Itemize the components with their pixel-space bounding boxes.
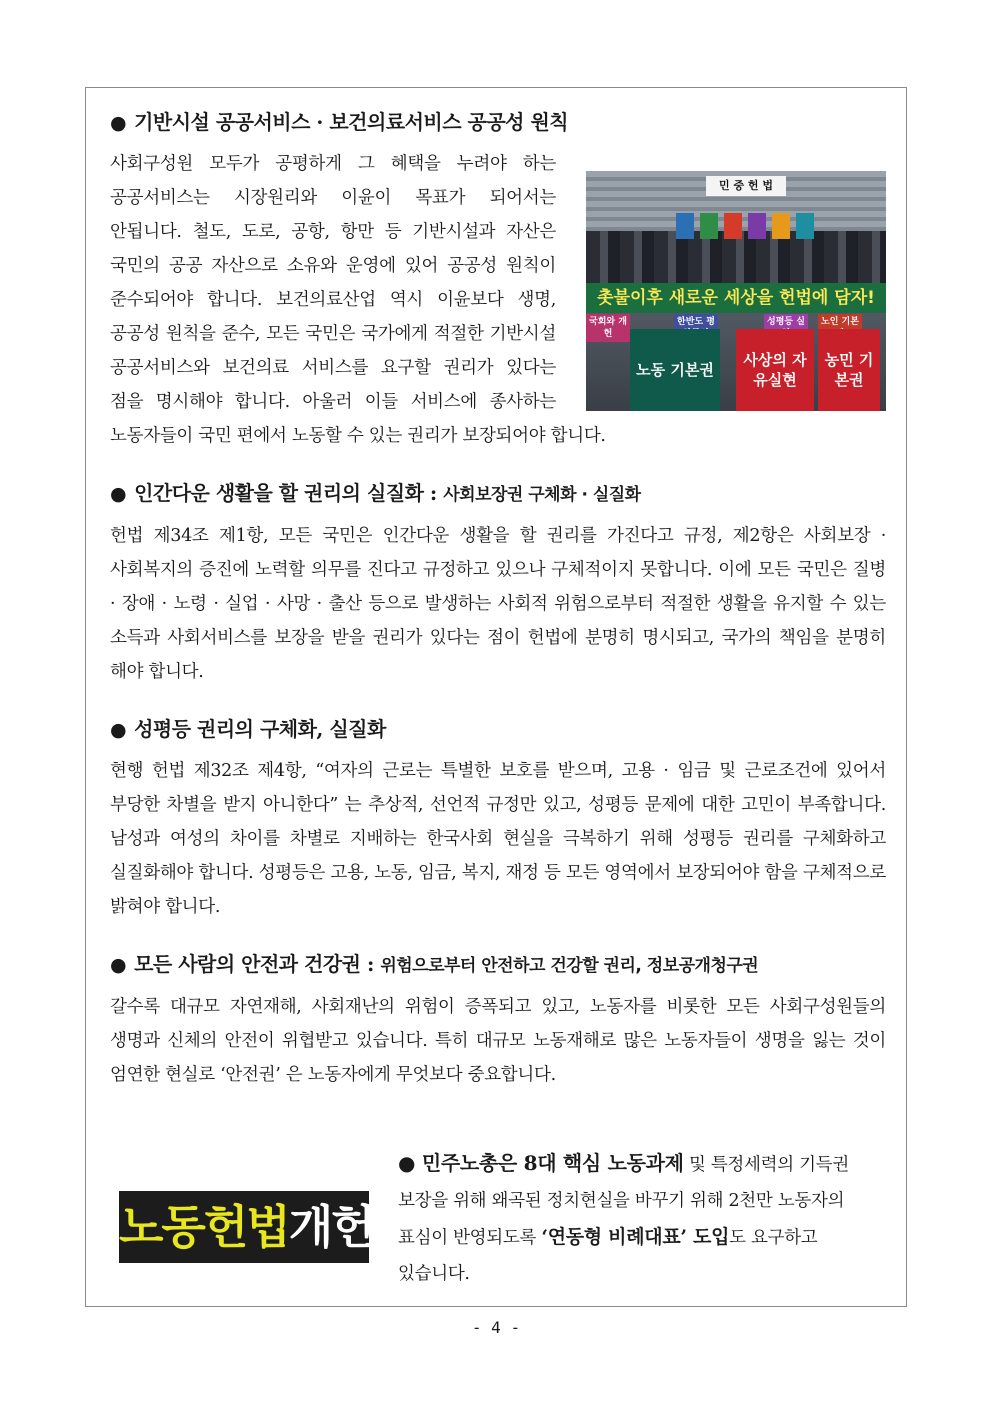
content-frame: [85, 87, 907, 1307]
section-heading: [110, 479, 886, 509]
photo-sign: [748, 213, 766, 239]
section-human-life: [110, 479, 886, 689]
section-safety: [110, 950, 886, 1092]
closing-paragraph: [110, 1145, 886, 1293]
logo-spacer: [110, 1183, 398, 1293]
section-heading: [110, 108, 886, 137]
section-body: 갈수록 대규모 자연재해, 사회재난의 위험이 증폭되고 있고, 노동자를 비롯한 모든 사회구성원들의 생명과 신체의 안전이 위협받고 있습니다. 특히 대규모 노동재해로 많은 노동자들이 생명을 잃는 것이 엄연한 현실로 ‘안전권’ 은 노동자에게 무엇보다 중요합니다.: [110, 997, 886, 1085]
section-body: 현행 헌법 제32조 제4항, “여자의 근로는 특별한 보호를 받으며, 고용 · 임금 및 근로조건에 있어서 부당한 차별을 받지 아니한다” 는 추상적, 선언적 규정만 있고, 성평등 문제에 대한 고민이 부족합니다. 남성과 여성의 차이를 차별로 지배하는 한국사회 현실을 극복하기 위해 성평등 권리를 구체화하고 실질화해야 합니다. 성평등은 고용, 노동, 임금, 복지, 재정 등 모든 영역에서 보장되어야 함을 구체적으로 밝혀야 합니다.: [110, 761, 886, 917]
closing-lead-bold: 8대 핵심 노동과제: [523, 1151, 684, 1175]
photo-sign: [676, 213, 694, 239]
closing-bold: ‘연동형 비례대표’ 도입: [541, 1226, 730, 1248]
logo-text-a: 노동헌법: [119, 1200, 289, 1254]
photo-sign: [700, 213, 718, 239]
bullet-icon: ●: [110, 719, 127, 741]
content-body: [110, 108, 886, 1106]
section-gender-equality: [110, 715, 886, 924]
section-heading: [110, 950, 886, 980]
photo-banner: 촛불이후 새로운 세상을 헌법에 담자!: [586, 283, 886, 313]
heading-subtext: 사회보장권 구체화 · 실질화: [443, 485, 641, 505]
mini-placard: 한반도 평: [674, 314, 718, 342]
bullet-icon: ●: [110, 483, 127, 505]
placard: 농민 기본권: [818, 329, 880, 411]
bullet-icon: ●: [110, 954, 127, 976]
photo-sign: [772, 213, 790, 239]
placard: 노동 기본권: [630, 329, 720, 411]
section-body: 헌법 제34조 제1항, 모든 국민은 인간다운 생활을 할 권리를 가진다고 규정, 제2항은 사회보장 · 사회복지의 증진에 노력할 의무를 진다고 규정하고 있으나 구체적이지 못합니다. 이에 모든 국민은 질병 · 장애 · 노령 · 실업 · 사망 · 출산 등으로 발생하는 사회적 위험으로부터 적절한 생활을 유지할 수 있는 소득과 사회서비스를 보장을 받을 권리가 있다는 점이 헌법에 분명히 명시되고, 국가의 책임을 분명히 해야 합니다.: [110, 526, 886, 682]
heading-text: 성평등 권리의 구체화, 실질화: [134, 717, 386, 741]
photo-crowd: [586, 231, 886, 291]
heading-subtext: 위험으로부터 안전하고 건강할 권리, 정보공개청구권: [380, 956, 759, 976]
photo-sign: [724, 213, 742, 239]
closing-tail: 도 요구하고 있습니다.: [398, 1228, 818, 1284]
logo-text-b: 개헌: [288, 1200, 374, 1254]
section-heading: [110, 715, 886, 744]
section-public-service: [110, 108, 886, 453]
section-body: 사회구성원 모두가 공평하게 그 혜택을 누려야 하는 공공서비스는 시장원리와 이윤이 목표가 되어서는 안됩니다. 철도, 도로, 공항, 항만 등 기반시설과 자산은 국민의 공공 자산으로 소유와 운영에 있어 공공성 원칙이 준수되어야 합니다. 보건의료산업 역시 이윤보다 생명, 공공성 원칙을 준수, 모든 국민은 국가에게 적절한 기반시설 공공서비스와 보건의료 서비스를 요구할 권리가 있다는 점을 명시해야 합니다. 아울러 이들 서비스에 종사하는 노동자들이 국민 편에서 노동할 수 있는 권리가 보장되어야 합니다.: [110, 154, 606, 446]
photo-sign: [796, 213, 814, 239]
placard: 사상의 자유실현: [736, 329, 814, 411]
mini-placard: 성평등 실: [764, 314, 808, 342]
photo-top-sign: 민 중 헌 법: [706, 176, 786, 196]
page-number: - 4 -: [471, 1318, 521, 1337]
heading-text: 인간다운 생활을 할 권리의 실질화 :: [134, 481, 444, 505]
closing-lead: 민주노총은: [421, 1151, 524, 1175]
bullet-icon: ●: [398, 1151, 422, 1175]
bullet-icon: ●: [110, 112, 127, 134]
heading-text: 기반시설 공공서비스 · 보건의료서비스 공공성 원칙: [134, 110, 569, 134]
mini-placard: 노인 기본: [818, 314, 862, 342]
mini-placard: 국회와 개헌: [586, 314, 630, 342]
rally-photo: [586, 171, 886, 411]
closing-mid: 및 특정세력의 기득권 보장을 위해 왜곡된 정치현실을 바꾸기 위해 2천만 노동자의 표심이 반영되도록: [398, 1155, 849, 1248]
heading-text: 모든 사람의 안전과 건강권 :: [134, 952, 381, 976]
